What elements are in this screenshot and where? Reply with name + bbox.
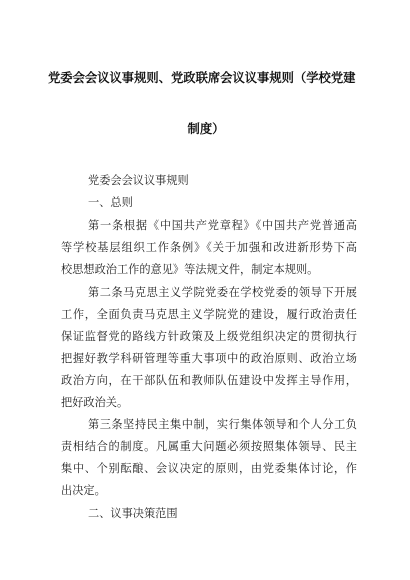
body-line: 责相结合的制度。凡属重大问题必须按照集体领导、民主	[61, 440, 357, 453]
body-line: 把握好教学科研管理等重大事项中的政治原则、政治立场	[61, 352, 357, 365]
body-line: 工作，全面负责马克思主义学院党的建设，履行政治责任	[61, 308, 357, 321]
chapter-heading-scope: 二、议事决策范围	[88, 507, 178, 520]
body-line: 把好政治关。	[61, 396, 129, 409]
body-line: 政治方向，在干部队伍和教师队伍建设中发挥主导作用，	[61, 374, 357, 387]
body-line: 等学校基层组织工作条例》《关于加强和改进新形势下高	[61, 241, 357, 254]
body-line: 第二条马克思主义学院党委在学校党委的领导下开展	[88, 286, 357, 299]
body-line: 出决定。	[61, 484, 106, 497]
document-title-line-2: 制度）	[187, 122, 225, 136]
body-line: 第一条根据《中国共产党章程》《中国共产党普通高	[88, 219, 357, 232]
body-line: 保证监督党的路线方针政策及上级党组织决定的贯彻执行	[61, 330, 357, 343]
document-title-line-1: 党委会会议议事规则、党政联席会议议事规则（学校党建	[48, 71, 356, 85]
chapter-heading-general: 一、总则	[88, 196, 133, 209]
body-line: 校思想政治工作的意见》等法规文件，制定本规则。	[61, 263, 319, 276]
section-heading-rules: 党委会会议议事规则	[88, 174, 189, 187]
body-line: 第三条坚持民主集中制，实行集体领导和个人分工负	[88, 418, 357, 431]
body-line: 集中、个别酝酿、会议决定的原则，由党委集体讨论，作	[61, 462, 357, 475]
